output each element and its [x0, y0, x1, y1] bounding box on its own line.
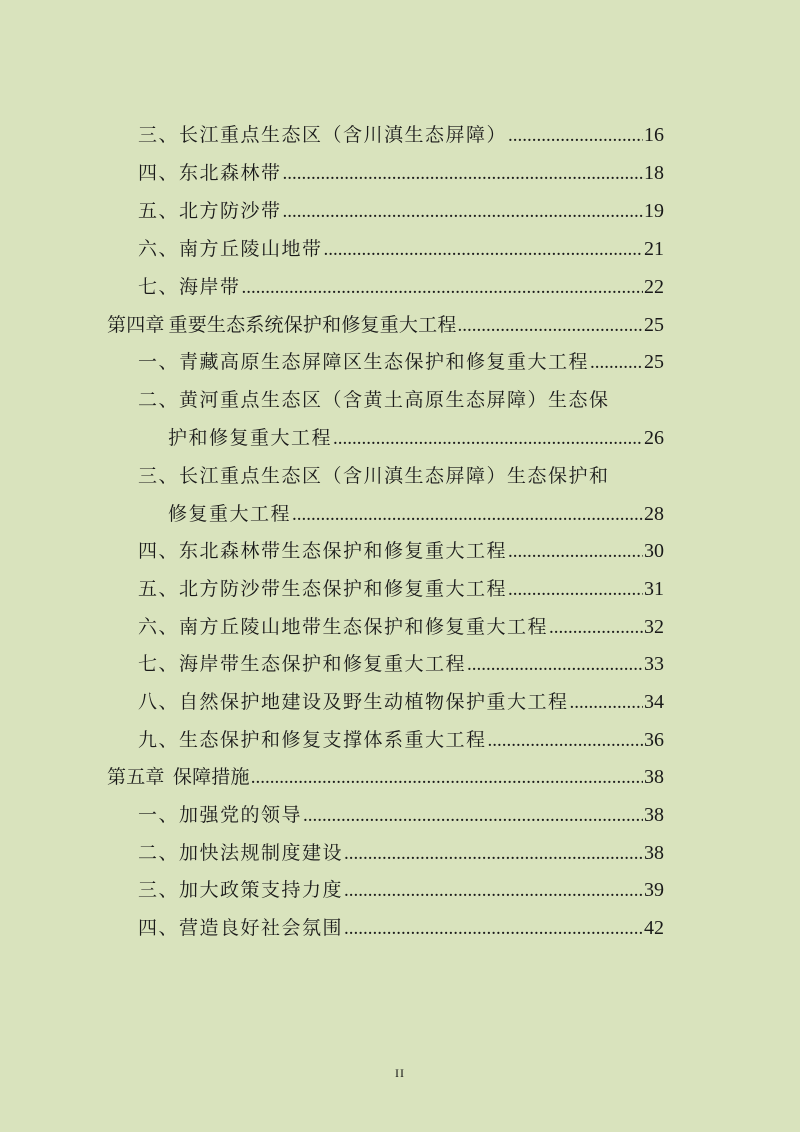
dot-leader	[242, 274, 643, 302]
toc-entry-page: 33	[644, 653, 664, 675]
dot-leader	[303, 802, 643, 830]
toc-entry-page: 21	[644, 238, 664, 260]
toc-entry-title-line1[interactable]: 二、黄河重点生态区（含黄土高原生态屏障）生态保	[138, 389, 610, 411]
toc-entry-title: 六、南方丘陵山地带	[138, 238, 323, 260]
toc-entry[interactable]	[138, 613, 664, 641]
toc-entry[interactable]	[138, 839, 664, 867]
dot-leader	[590, 349, 643, 377]
toc-entry-page: 42	[644, 917, 664, 939]
toc-entry-title-line2: 修复重大工程	[168, 503, 292, 525]
toc-entry[interactable]	[138, 348, 664, 376]
toc-entry-page: 18	[644, 162, 664, 184]
toc-entry[interactable]	[138, 876, 664, 904]
chapter-number: 第五章	[107, 766, 165, 788]
toc-entry-page: 38	[644, 766, 664, 788]
dot-leader	[324, 236, 643, 264]
toc-entry-page: 38	[644, 842, 664, 864]
chapter-title: 重要生态系统保护和修复重大工程	[168, 314, 457, 336]
toc-entry-page: 19	[644, 200, 664, 222]
toc-entry-page: 16	[644, 124, 664, 146]
dot-leader	[467, 651, 643, 679]
toc-entry-title: 四、东北森林带	[138, 162, 282, 184]
toc-entry[interactable]	[138, 159, 664, 187]
toc-entry[interactable]	[138, 121, 664, 149]
dot-leader	[251, 764, 643, 792]
toc-entry-title: 八、自然保护地建设及野生动植物保护重大工程	[138, 691, 569, 713]
page-number: II	[395, 1066, 405, 1080]
toc-entry[interactable]	[138, 801, 664, 829]
toc-entry-title: 七、海岸带	[138, 276, 241, 298]
dot-leader	[570, 689, 643, 717]
toc-entry[interactable]	[138, 575, 664, 603]
dot-leader	[508, 576, 643, 604]
toc-entry-title: 一、加强党的领导	[138, 804, 303, 826]
toc-entry-page: 38	[644, 804, 664, 826]
toc-entry-page: 34	[644, 691, 664, 713]
toc-entry[interactable]	[168, 500, 664, 528]
dot-leader	[283, 198, 643, 226]
dot-leader	[508, 538, 643, 566]
toc-entry-title: 七、海岸带生态保护和修复重大工程	[138, 653, 467, 675]
toc-entry-page: 36	[644, 729, 664, 751]
toc-entry[interactable]	[138, 537, 664, 565]
dot-leader	[344, 915, 643, 943]
toc-entry[interactable]	[138, 914, 664, 942]
toc-entry[interactable]	[138, 197, 664, 225]
dot-leader	[488, 727, 643, 755]
toc-entry[interactable]	[138, 726, 664, 754]
toc-entry-page: 32	[644, 616, 664, 638]
toc-entry-page: 28	[644, 503, 664, 525]
toc-entry[interactable]	[138, 235, 664, 263]
toc-entry-title: 三、长江重点生态区（含川滇生态屏障）	[138, 124, 508, 146]
toc-entry[interactable]	[138, 688, 664, 716]
toc-entry-title: 三、加大政策支持力度	[138, 879, 344, 901]
toc-chapter-4[interactable]	[107, 311, 664, 339]
toc-entry-page: 25	[644, 351, 664, 373]
toc-entry-title: 一、青藏高原生态屏障区生态保护和修复重大工程	[138, 351, 590, 373]
dot-leader	[344, 840, 643, 868]
dot-leader	[283, 160, 643, 188]
toc-entry-title: 六、南方丘陵山地带生态保护和修复重大工程	[138, 616, 549, 638]
dot-leader	[458, 312, 643, 340]
toc-entry-page: 25	[644, 314, 664, 336]
chapter-title: 保障措施	[172, 766, 250, 788]
toc-entry-title-line1[interactable]: 三、长江重点生态区（含川滇生态屏障）生态保护和	[138, 465, 610, 487]
dot-leader	[508, 122, 643, 150]
dot-leader	[549, 614, 643, 642]
toc-entry-page: 22	[644, 276, 664, 298]
toc-entry-page: 31	[644, 578, 664, 600]
toc-chapter-5[interactable]	[107, 763, 664, 791]
toc-entry-title: 四、东北森林带生态保护和修复重大工程	[138, 540, 508, 562]
dot-leader	[292, 501, 643, 529]
toc-entry-title: 五、北方防沙带生态保护和修复重大工程	[138, 578, 508, 600]
dot-leader	[344, 877, 643, 905]
toc-entry-page: 26	[644, 427, 664, 449]
toc-entry[interactable]	[138, 650, 664, 678]
toc-entry-title: 五、北方防沙带	[138, 200, 282, 222]
toc-entry-title: 四、营造良好社会氛围	[138, 917, 344, 939]
toc-entry-title-line2: 护和修复重大工程	[168, 427, 333, 449]
toc-entry[interactable]	[138, 273, 664, 301]
toc-entry-page: 39	[644, 879, 664, 901]
toc-entry[interactable]	[168, 424, 664, 452]
dot-leader	[333, 425, 643, 453]
toc-entry-title: 九、生态保护和修复支撑体系重大工程	[138, 729, 487, 751]
toc-entry-page: 30	[644, 540, 664, 562]
toc-entry-title: 二、加快法规制度建设	[138, 842, 344, 864]
chapter-number: 第四章	[107, 314, 165, 336]
